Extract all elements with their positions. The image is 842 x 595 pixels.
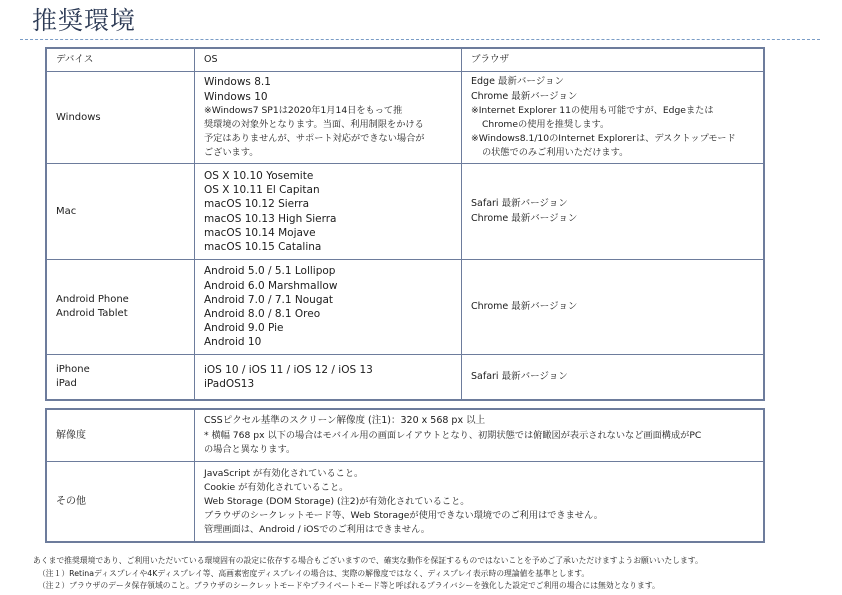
os-cell-windows [195, 72, 462, 164]
label-other: その他 [47, 462, 195, 542]
browser-windows-note-2: ※Windows8.1/10のInternet Explorerは、デスクトップモード [471, 133, 736, 144]
label-resolution: 解像度 [47, 410, 195, 462]
device-ios: iPhone iPad [47, 355, 195, 400]
table-row-resolution [47, 410, 764, 462]
browser-windows-note-1: ※Internet Explorer 11の使用も可能ですが、Edgeまたは [471, 105, 714, 116]
table-header-row [47, 49, 764, 72]
header-browser: ブラウザ [462, 49, 764, 72]
browser-mac-list: Safari 最新バージョン Chrome 最新バージョン [462, 164, 764, 260]
footnote-note2: （注２）ブラウザのデータ保存領域のこと。ブラウザのシークレットモードやプライベートモード等と呼ばれるプライバシーを強化した設定でご利用の場合には無効となります。 [38, 581, 660, 590]
table-row-android [47, 260, 764, 355]
browser-cell-windows [462, 72, 764, 164]
browser-windows-note-2b: の状態でのみご利用いただけます。 [482, 147, 629, 158]
footnote-disclaimer: あくまで推奨環境であり、ご利用いただいている環境固有の設定に依存する場合もございますので、確実な動作を保証するものではないことを予めご了承いただけますようお願いいたします。 [33, 556, 703, 565]
browser-ios-list: Safari 最新バージョン [462, 355, 764, 400]
device-mac: Mac [47, 164, 195, 260]
resolution-note: * 横幅 768 px 以下の場合はモバイル用の画面レイアウトとなり、初期状態では俯瞰図が表示されないなど画面構成がPC の場合と異なります。 [204, 429, 702, 455]
environment-table [46, 409, 764, 542]
browser-android-list: Chrome 最新バージョン [462, 260, 764, 355]
footnote-note1: （注１）Retinaディスプレイや4Kディスプレイ等、高画素密度ディスプレイの場合は、実際の解像度ではなく、ディスプレイ表示時の理論値を基準とします。 [38, 568, 590, 578]
other-requirements: JavaScript が有効化されていること。 Cookie が有効化されていること。 Web Storage (DOM Storage) (注2)が有効化されていること。 ブラウザのシークレットモード等、Web Storageが使用できない環境でのご利用はできません。 管理画面は、Android / iOSでのご利用はできません。 [195, 462, 764, 542]
footnotes [33, 555, 833, 593]
os-browser-table [46, 48, 764, 400]
table-row-mac [47, 164, 764, 260]
os-ios-versions: iOS 10 / iOS 11 / iOS 12 / iOS 13 iPadOS13 [195, 355, 462, 400]
resolution-main: CSSピクセル基準のスクリーン解像度 (注1)：320 x 568 px 以上 [204, 415, 486, 427]
resolution-cell [195, 410, 764, 462]
table-row-ios [47, 355, 764, 400]
page-title: 推奨環境 [32, 6, 137, 35]
os-android-versions: Android 5.0 / 5.1 Lollipop Android 6.0 Marshmallow Android 7.0 / 7.1 Nougat Android 8.0 / 8.1 Oreo Android 9.0 Pie Android 10 [195, 260, 462, 355]
title-divider [20, 39, 820, 40]
browser-windows-note-1b: Chromeの使用を推奨します。 [482, 119, 610, 130]
header-os: OS [195, 49, 462, 72]
table-row-windows [47, 72, 764, 164]
os-windows-versions: Windows 8.1 Windows 10 [204, 76, 271, 103]
os-mac-versions: OS X 10.10 Yosemite OS X 10.11 El Capitan macOS 10.12 Sierra macOS 10.13 High Sierra macOS 10.14 Mojave macOS 10.15 Catalina [195, 164, 462, 260]
os-windows-note: ※Windows7 SP1は2020年1月14日をもって推 奨環境の対象外となります。当面、利用制限をかける 予定はありませんが、サポート対応ができない場合が ございます。 [204, 104, 425, 158]
device-windows: Windows [47, 72, 195, 164]
header-device: デバイス [47, 49, 195, 72]
device-android: Android Phone Android Tablet [47, 260, 195, 355]
table-row-other [47, 462, 764, 542]
browser-windows-list: Edge 最新バージョン Chrome 最新バージョン [471, 76, 578, 102]
